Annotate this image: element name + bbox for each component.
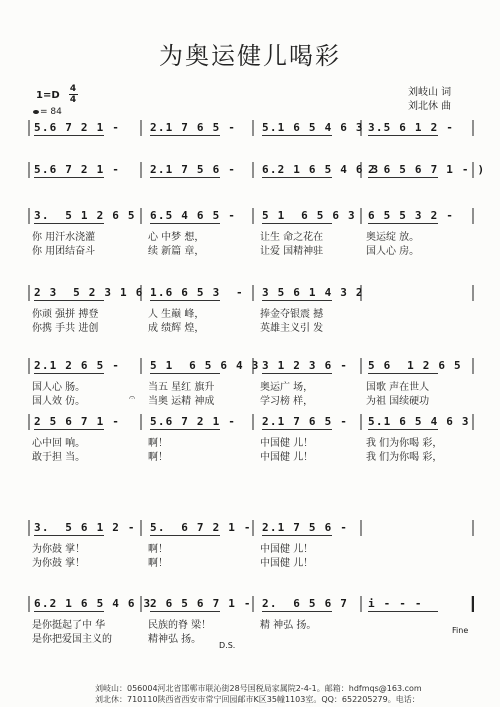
lyric-segment: 英雄主义引 发 bbox=[260, 323, 324, 334]
measure bbox=[262, 283, 362, 303]
measure bbox=[150, 283, 256, 303]
meter-bottom: 4 bbox=[69, 95, 77, 105]
lyric-segment: 我 们为你喝 彩， bbox=[366, 438, 443, 449]
notation-row bbox=[28, 594, 474, 614]
fine-mark: Fine bbox=[452, 626, 469, 635]
measure bbox=[368, 206, 474, 226]
measure-notes: 5.6 7 2 1 - bbox=[34, 121, 121, 134]
beam-underline bbox=[262, 223, 332, 224]
lyric-segment: 你顽 强拼 搏登 bbox=[32, 309, 99, 320]
measure-notes: 2.1 7 6 5 - bbox=[262, 415, 349, 428]
lyric-segment: 人 生巅 峰， bbox=[148, 309, 205, 320]
lyric-segment: 精 神弘 扬。 bbox=[260, 620, 317, 631]
measure bbox=[34, 118, 144, 138]
beam-underline bbox=[368, 611, 438, 612]
measure-notes: 2.1 7 6 5 - bbox=[150, 121, 237, 134]
measure bbox=[368, 356, 474, 376]
measure-notes: 2 5 6 7 1 - bbox=[34, 415, 121, 428]
notation-row bbox=[28, 283, 474, 303]
beam-underline bbox=[368, 223, 438, 224]
measure bbox=[368, 594, 474, 614]
beam-underline bbox=[150, 373, 220, 374]
beam-underline bbox=[262, 429, 332, 430]
fermata-icon: 𝄐 bbox=[129, 391, 136, 404]
lyric-segment: 啊！ bbox=[148, 544, 168, 555]
lyric-segment: 为祖 国续硬功 bbox=[366, 396, 430, 407]
beam-underline bbox=[34, 300, 104, 301]
measure bbox=[34, 412, 144, 432]
measure bbox=[150, 594, 256, 614]
measure-notes: i - - - bbox=[368, 597, 423, 610]
measure bbox=[262, 412, 362, 432]
measure-notes: 1.6 6 5 3 - bbox=[150, 286, 244, 299]
lyric-segment: 让爱 国精神驻 bbox=[260, 246, 324, 257]
lyric-segment: 捧金夺银震 撼 bbox=[260, 309, 324, 320]
lyric-segment: 民族的脊 梁！ bbox=[148, 620, 212, 631]
lyric-row-verse-1 bbox=[28, 378, 474, 392]
notation-row bbox=[28, 160, 486, 180]
beam-underline bbox=[34, 373, 104, 374]
measure bbox=[368, 518, 474, 538]
measure bbox=[262, 206, 362, 226]
lyric-segment: 你携 手共 进创 bbox=[32, 323, 99, 334]
meter-top: 4 bbox=[69, 84, 77, 94]
footer-contact-lyricist: 刘岐山：056004河北省邯郸市联沁街28号国税局家属院2-4-1。邮箱：hdfmqs@163.com bbox=[95, 684, 422, 693]
measure bbox=[368, 118, 474, 138]
beam-underline bbox=[262, 373, 332, 374]
measure-notes: 2.1 7 5 6 - bbox=[262, 521, 349, 534]
lyric-segment: 啊！ bbox=[148, 452, 168, 463]
beam-underline bbox=[150, 135, 220, 136]
measure-notes: 6.5 4 6 5 - bbox=[150, 209, 237, 222]
quarter-note-icon bbox=[33, 110, 39, 114]
lyric-segment: 啊！ bbox=[148, 558, 168, 569]
lyric-row-verse-2 bbox=[28, 630, 474, 644]
beam-underline bbox=[150, 429, 220, 430]
beam-underline bbox=[262, 611, 332, 612]
measure-notes: 2 6 5 6 7 1 - ) bbox=[368, 163, 486, 176]
lyric-segment: 当奥 运精 神成 bbox=[148, 396, 215, 407]
measure-notes: 2. 6 5 6 7 bbox=[262, 597, 349, 610]
lyric-row-verse-2 bbox=[28, 392, 474, 406]
lyric-segment: 成 绩辉 煌， bbox=[148, 323, 205, 334]
measure bbox=[150, 412, 256, 432]
song-title: 为奥运健儿喝彩 bbox=[159, 42, 341, 70]
measure bbox=[150, 206, 256, 226]
lyric-segment: 国人效 仿。 bbox=[32, 396, 86, 407]
measure-notes: 5 1 6 5 6 4 3 bbox=[150, 359, 260, 372]
measure-notes: 6.2 1 6 5 4 6 3 bbox=[262, 163, 380, 176]
beam-underline bbox=[368, 429, 438, 430]
beam-underline bbox=[34, 429, 104, 430]
measure bbox=[34, 356, 144, 376]
measure bbox=[368, 283, 474, 303]
beam-underline bbox=[34, 611, 104, 612]
lyric-segment: 学习榜 样， bbox=[260, 396, 314, 407]
measure-notes: 6 5 5 3 2 - bbox=[368, 209, 455, 222]
lyric-segment: 中国健 儿！ bbox=[260, 544, 314, 555]
beam-underline bbox=[34, 135, 104, 136]
notation-row bbox=[28, 118, 474, 138]
lyric-row-verse-1 bbox=[28, 305, 474, 319]
measure bbox=[262, 160, 380, 180]
beam-underline bbox=[262, 300, 332, 301]
measure-notes: 5.1 6 5 4 6 3 bbox=[262, 121, 364, 134]
key-signature: 1=D bbox=[36, 90, 60, 101]
measure bbox=[368, 412, 474, 432]
lyric-segment: 续 新篇 章， bbox=[148, 246, 205, 257]
measure bbox=[34, 206, 144, 226]
lyric-row-verse-2 bbox=[28, 554, 474, 568]
beam-underline bbox=[368, 135, 438, 136]
measure-notes: 2.1 2 6 5 - bbox=[34, 359, 121, 372]
beam-underline bbox=[262, 535, 332, 536]
measure bbox=[368, 160, 486, 180]
measure-notes: 5 6 1 2 6 5 bbox=[368, 359, 462, 372]
lyric-segment: 让生 命之花在 bbox=[260, 232, 324, 243]
notation-row bbox=[28, 356, 474, 376]
lyric-segment: 是你把爱国主义的 bbox=[32, 634, 112, 645]
lyric-row-verse-1 bbox=[28, 540, 474, 554]
lyric-segment: 心 中梦 想， bbox=[148, 232, 205, 243]
lyric-row-verse-2 bbox=[28, 319, 474, 333]
measure-notes: 5.1 6 5 4 6 3 bbox=[368, 415, 470, 428]
measure-notes: 3. 5 1 2 6 5 bbox=[34, 209, 136, 222]
beam-underline bbox=[368, 177, 438, 178]
lyric-segment: 奥运广 场， bbox=[260, 382, 314, 393]
footer-contact-composer: 刘北休：710110陕西省西安市常宁回园邮市K区35幢1103室。QQ：652205279。电话： bbox=[95, 695, 420, 704]
measure-notes: 5.6 7 2 1 - bbox=[150, 415, 237, 428]
measure-notes: 3. 5 6 1 2 - bbox=[34, 521, 136, 534]
measure-notes: 5. 6 7 2 1 - bbox=[150, 521, 252, 534]
measure bbox=[150, 118, 256, 138]
lyric-segment: 敢于担 当。 bbox=[32, 452, 86, 463]
measure-notes: 5.6 7 2 1 - bbox=[34, 163, 121, 176]
lyric-segment: 为你鼓 掌！ bbox=[32, 558, 86, 569]
measure bbox=[262, 518, 362, 538]
lyric-segment: 你 用汗水浇灌 bbox=[32, 232, 96, 243]
lyric-segment: 是你挺起了中 华 bbox=[32, 620, 106, 631]
measure bbox=[262, 356, 362, 376]
beam-underline bbox=[262, 135, 332, 136]
measure bbox=[150, 518, 256, 538]
measure-notes: 2 6 5 6 7 1 - bbox=[150, 597, 252, 610]
measure-notes: 6.2 1 6 5 4 6 3 bbox=[34, 597, 152, 610]
measure bbox=[34, 518, 144, 538]
measure-notes: 2.1 7 5 6 - bbox=[150, 163, 237, 176]
lyric-row-verse-1 bbox=[28, 228, 474, 242]
measure bbox=[262, 118, 362, 138]
measure-notes: 3 5 6 1 4 3 2 bbox=[262, 286, 364, 299]
beam-underline bbox=[34, 177, 104, 178]
lyric-row-verse-2 bbox=[28, 448, 474, 462]
lyric-segment: 奥运绽 放。 bbox=[366, 232, 420, 243]
lyricist-credit: 刘岐山 词 bbox=[408, 87, 452, 98]
beam-underline bbox=[150, 177, 220, 178]
beam-underline bbox=[262, 177, 332, 178]
beam-underline bbox=[150, 300, 220, 301]
beam-underline bbox=[150, 223, 220, 224]
beam-underline bbox=[150, 611, 220, 612]
measure-notes: 3.5 6 1 2 - bbox=[368, 121, 455, 134]
beam-underline bbox=[34, 223, 104, 224]
tempo-value: = 84 bbox=[40, 107, 62, 117]
ds-mark: D.S. bbox=[219, 641, 236, 650]
lyric-segment: 当五 星红 旗升 bbox=[148, 382, 215, 393]
lyric-row-verse-1 bbox=[28, 434, 474, 448]
notation-row bbox=[28, 206, 474, 226]
notation-row bbox=[28, 518, 474, 538]
beam-underline bbox=[34, 535, 104, 536]
beam-underline bbox=[150, 535, 220, 536]
composer-credit: 刘北休 曲 bbox=[408, 101, 452, 112]
lyric-segment: 中国健 儿！ bbox=[260, 452, 314, 463]
lyric-segment: 你 用团结奋斗 bbox=[32, 246, 96, 257]
time-signature bbox=[67, 84, 79, 105]
lyric-segment: 中国健 儿！ bbox=[260, 558, 314, 569]
measure bbox=[34, 160, 144, 180]
measure bbox=[262, 594, 362, 614]
lyric-row-verse-2 bbox=[28, 242, 474, 256]
beam-underline bbox=[368, 373, 438, 374]
lyric-segment: 精神弘 扬。 bbox=[148, 634, 202, 645]
notation-row bbox=[28, 412, 474, 432]
measure-notes: 2 3 5 2 3 1 6 bbox=[34, 286, 144, 299]
lyric-segment: 为你鼓 掌！ bbox=[32, 544, 86, 555]
measure bbox=[150, 160, 256, 180]
measure-notes: 5 1 6 5 6 3 bbox=[262, 209, 356, 222]
lyric-row-verse-1 bbox=[28, 616, 474, 630]
lyric-segment: 我 们为你喝 彩， bbox=[366, 452, 443, 463]
tempo-marking bbox=[33, 107, 62, 117]
lyric-segment: 中国健 儿！ bbox=[260, 438, 314, 449]
lyric-segment: 国人心 肠。 bbox=[32, 382, 86, 393]
measure bbox=[34, 283, 144, 303]
measure-notes: 3 1 2 3 6 - bbox=[262, 359, 349, 372]
measure bbox=[150, 356, 260, 376]
lyric-segment: 国歌 声在世人 bbox=[366, 382, 430, 393]
lyric-segment: 啊！ bbox=[148, 438, 168, 449]
lyric-segment: 国人心 房。 bbox=[366, 246, 420, 257]
measure bbox=[34, 594, 152, 614]
lyric-segment: 心中回 响。 bbox=[32, 438, 86, 449]
